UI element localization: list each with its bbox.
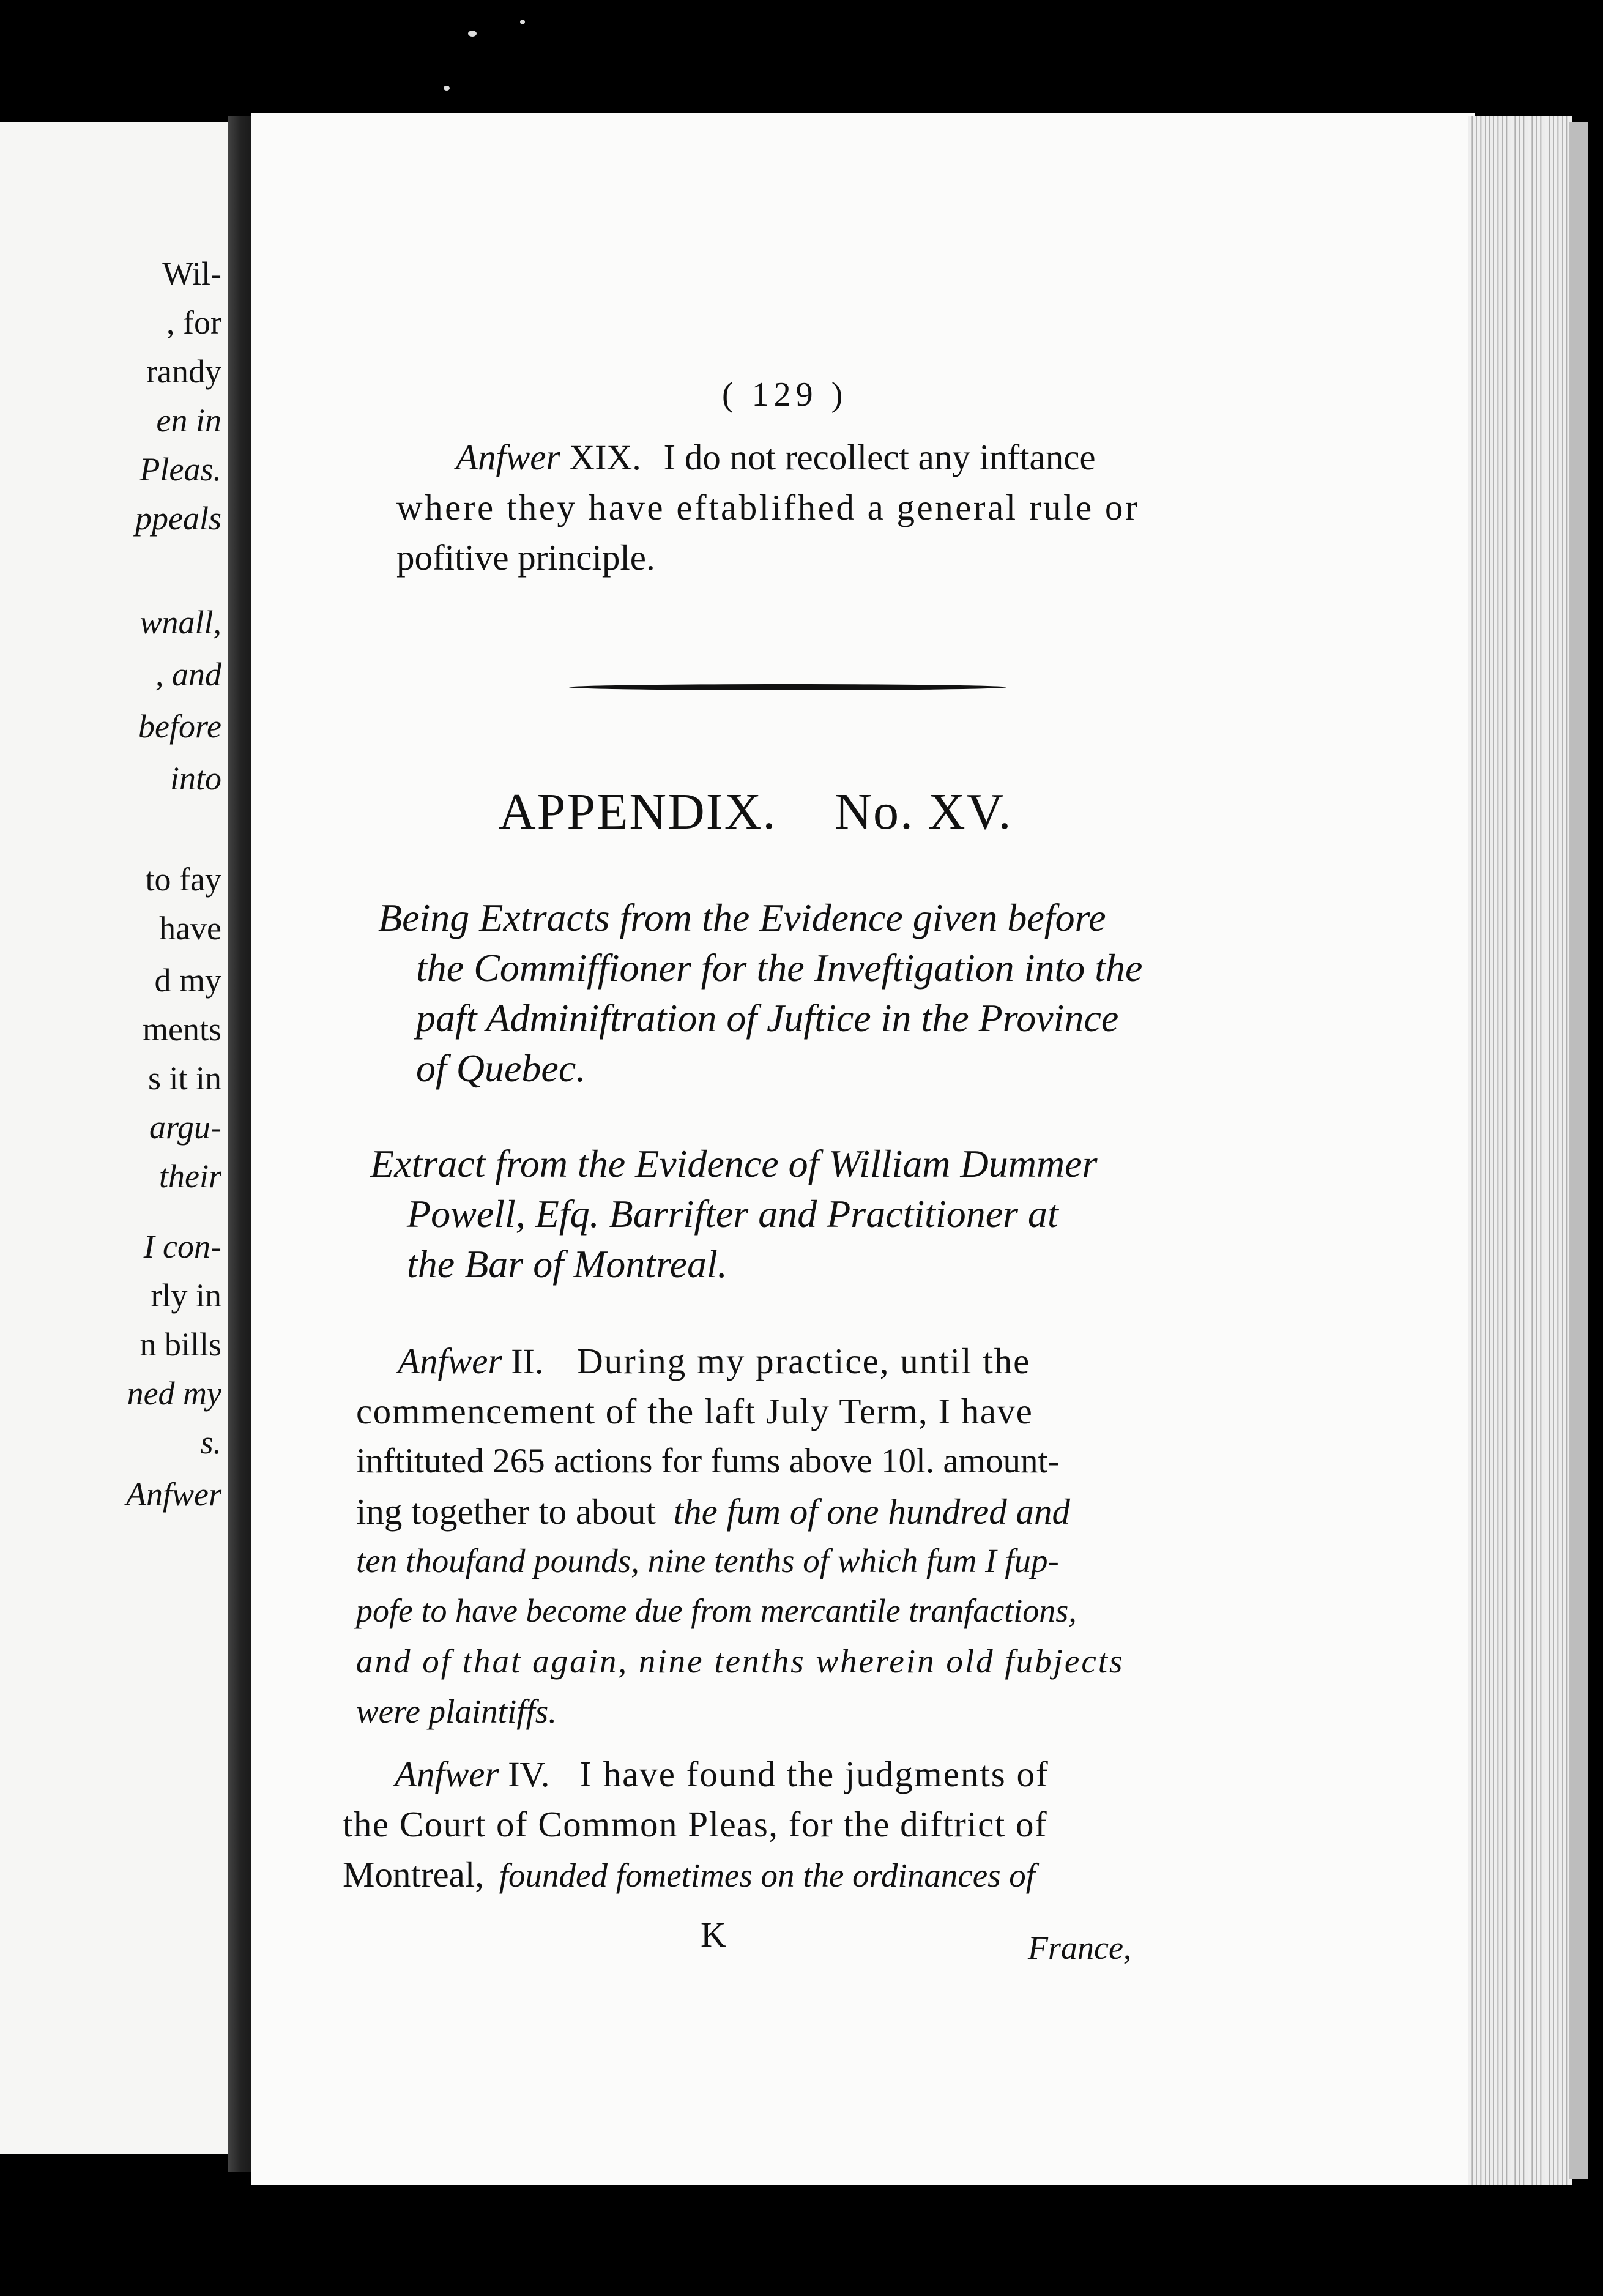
extract-line-3: the Bar of Montreal. [407, 1242, 727, 1286]
signature-mark: K [701, 1915, 726, 1955]
intro-line-2: the Commiffioner for the Inveftigation into the [416, 946, 1143, 990]
facing-page-fragment: , and [155, 656, 221, 693]
facing-page-fragment: Anfwer [126, 1476, 221, 1513]
answer-label: Anfwer [456, 437, 560, 477]
facing-page-fragment: ned my [127, 1375, 221, 1412]
speck [468, 31, 477, 37]
page-edge-shadow [1569, 122, 1588, 2179]
intro-line-4: of Quebec. [416, 1046, 586, 1090]
answer-text: During my practice, until the [577, 1341, 1031, 1381]
facing-page-fragment: argu- [149, 1109, 221, 1146]
answer-iv-line-2: the Court of Common Pleas, for the diftrict of [343, 1804, 1048, 1844]
facing-page-fragment: Wil- [162, 255, 221, 292]
catchword: France, [1028, 1929, 1132, 1966]
extract-line-1: Extract from the Evidence of William Dummer [370, 1142, 1098, 1185]
speck [444, 86, 450, 91]
facing-page-fragment: s. [200, 1424, 221, 1461]
answer-number: IV. [508, 1754, 550, 1794]
answer-ii-line-8: were plaintiffs. [356, 1693, 557, 1730]
answer-ii-line-5: ten thoufand pounds, nine tenths of which fum I fup- [356, 1542, 1059, 1579]
facing-page-fragment: wnall, [139, 604, 221, 641]
answer-ii-line-4 [356, 1491, 1071, 1532]
facing-page-fragment: have [159, 910, 221, 947]
answer-xix-line-1 [456, 439, 1096, 475]
section-rule [569, 684, 1006, 690]
answer-number: XIX. [569, 438, 641, 477]
page-edges [1468, 116, 1572, 2185]
facing-page-fragment: en in [156, 402, 221, 439]
answer-iv-line-3 [343, 1854, 1036, 1895]
facing-page-fragment: n bills [139, 1326, 221, 1363]
extract-line-2: Powell, Efq. Barrifter and Practitioner at [407, 1192, 1058, 1236]
facing-page-fragment: Pleas. [139, 451, 221, 488]
answer-text: I do not recollect any inftance [663, 437, 1096, 477]
page-number: ( 129 ) [722, 376, 848, 414]
facing-page-fragment: ppeals [135, 500, 221, 537]
answer-ii-line-3: inftituted 265 actions for fums above 10l. amount- [356, 1442, 1060, 1480]
appendix-title: APPENDIX. [499, 783, 777, 840]
facing-page [0, 122, 228, 2154]
appendix-heading [499, 782, 1013, 841]
answer-ii-line-1 [398, 1343, 1030, 1379]
facing-page-fragment: randy [146, 353, 221, 390]
answer-label: Anfwer [398, 1341, 502, 1381]
answer-text: I have found the judgments of [579, 1754, 1049, 1794]
facing-page-fragment: rly in [151, 1277, 221, 1314]
speck [520, 20, 525, 24]
answer-label: Anfwer [395, 1754, 499, 1794]
appendix-number: No. XV. [835, 783, 1013, 840]
answer-text: ing together to about [356, 1491, 656, 1532]
answer-number: II. [511, 1341, 544, 1381]
answer-text-italic: the fum of one hundred and [673, 1491, 1071, 1532]
answer-iv-line-1 [395, 1756, 1049, 1792]
answer-xix-line-3: pofitive principle. [396, 537, 655, 578]
intro-line-3: paft Adminiftration of Juftice in the Province [416, 996, 1119, 1040]
answer-xix-line-2: where they have eftablifhed a general rule or [396, 487, 1140, 527]
facing-page-fragment: I con- [143, 1228, 221, 1265]
answer-text: Montreal, [343, 1854, 485, 1895]
answer-ii-line-2: commencement of the laft July Term, I have [356, 1391, 1033, 1431]
facing-page-fragment: ments [143, 1011, 221, 1048]
facing-page-fragment: into [169, 760, 221, 797]
facing-page-fragment: their [159, 1158, 221, 1195]
answer-ii-line-6: pofe to have become due from mercantile tranfactions, [356, 1592, 1077, 1629]
facing-page-fragment: , for [166, 304, 221, 341]
intro-line-1: Being Extracts from the Evidence given before [378, 896, 1106, 939]
answer-text-italic: founded fometimes on the ordinances of [499, 1857, 1036, 1894]
facing-page-fragment: s it in [147, 1060, 221, 1097]
facing-page-fragment: to fay [145, 861, 221, 898]
answer-ii-line-7: and of that again, nine tenths wherein old fubjects [356, 1642, 1125, 1680]
facing-page-fragment: before [138, 708, 221, 745]
facing-page-fragment: d my [154, 962, 221, 999]
